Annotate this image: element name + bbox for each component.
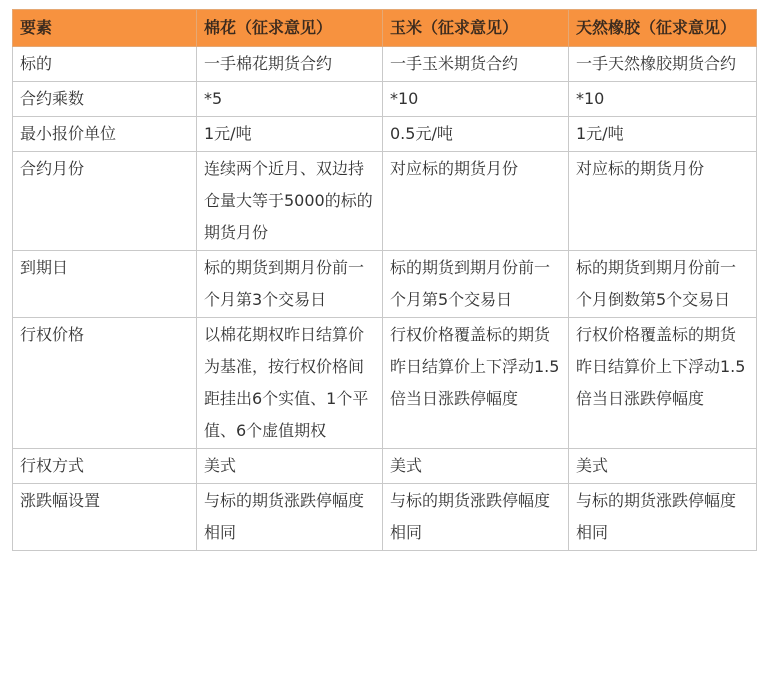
corn-cell: 美式 (383, 449, 569, 484)
table-row (13, 152, 757, 251)
corn-cell: 对应标的期货月份 (383, 152, 569, 251)
table-row (13, 449, 757, 484)
rubber-cell: 美式 (569, 449, 757, 484)
corn-cell: 一手玉米期货合约 (383, 47, 569, 82)
cotton-cell: 一手棉花期货合约 (197, 47, 383, 82)
corn-cell: 行权价格覆盖标的期货昨日结算价上下浮动1.5倍当日涨跌停幅度 (383, 318, 569, 449)
rubber-cell: 与标的期货涨跌停幅度相同 (569, 484, 757, 551)
row-label: 行权方式 (13, 449, 197, 484)
row-label: 涨跌幅设置 (13, 484, 197, 551)
cotton-cell: *5 (197, 82, 383, 117)
table-row (13, 251, 757, 318)
row-label: 合约月份 (13, 152, 197, 251)
options-comparison-table-container (12, 9, 756, 551)
row-label: 合约乘数 (13, 82, 197, 117)
cotton-cell: 以棉花期权昨日结算价为基准，按行权价格间距挂出6个实值、1个平值、6个虚值期权 (197, 318, 383, 449)
row-label: 标的 (13, 47, 197, 82)
header-cell-element: 要素 (13, 10, 197, 47)
row-label: 到期日 (13, 251, 197, 318)
cotton-cell: 美式 (197, 449, 383, 484)
rubber-cell: 一手天然橡胶期货合约 (569, 47, 757, 82)
cotton-cell: 连续两个近月、双边持仓量大等于5000的标的期货月份 (197, 152, 383, 251)
row-label: 最小报价单位 (13, 117, 197, 152)
table-row (13, 117, 757, 152)
options-comparison-table (12, 9, 757, 551)
corn-cell: 0.5元/吨 (383, 117, 569, 152)
table-row (13, 47, 757, 82)
corn-cell: 标的期货到期月份前一个月第5个交易日 (383, 251, 569, 318)
row-label: 行权价格 (13, 318, 197, 449)
cotton-cell: 标的期货到期月份前一个月第3个交易日 (197, 251, 383, 318)
header-cell-corn: 玉米（征求意见） (383, 10, 569, 47)
rubber-cell: *10 (569, 82, 757, 117)
rubber-cell: 标的期货到期月份前一个月倒数第5个交易日 (569, 251, 757, 318)
table-row (13, 82, 757, 117)
rubber-cell: 对应标的期货月份 (569, 152, 757, 251)
table-row (13, 318, 757, 449)
corn-cell: *10 (383, 82, 569, 117)
header-cell-cotton: 棉花（征求意见） (197, 10, 383, 47)
rubber-cell: 行权价格覆盖标的期货昨日结算价上下浮动1.5倍当日涨跌停幅度 (569, 318, 757, 449)
cotton-cell: 1元/吨 (197, 117, 383, 152)
table-row (13, 484, 757, 551)
header-cell-rubber: 天然橡胶（征求意见） (569, 10, 757, 47)
header-row (13, 10, 757, 47)
corn-cell: 与标的期货涨跌停幅度相同 (383, 484, 569, 551)
rubber-cell: 1元/吨 (569, 117, 757, 152)
cotton-cell: 与标的期货涨跌停幅度相同 (197, 484, 383, 551)
